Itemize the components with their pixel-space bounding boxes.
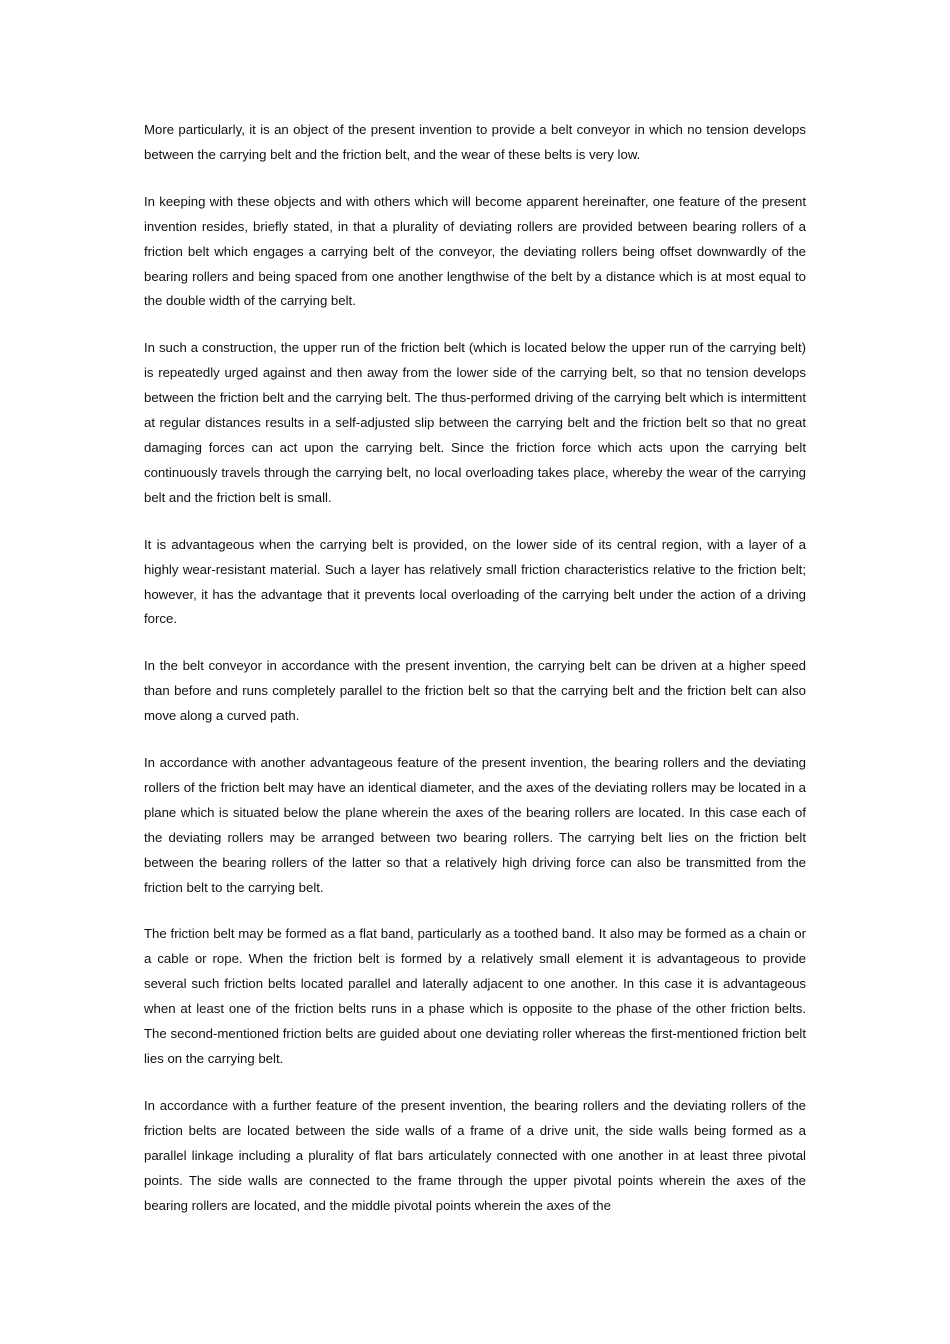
paragraph-8: In accordance with a further feature of the present invention, the bearing rollers and the deviating rollers of the friction belts are located between the side walls of a frame of a drive unit, the side walls being formed as a parallel linkage including a plurality of flat bars articulately connected with one another in at least three pivotal points. The side walls are connected to the frame through the upper pivotal points wherein the axes of the bearing rollers are located, and the middle pivotal points wherein the axes of the bbox=[144, 1097, 806, 1213]
paragraph-7: The friction belt may be formed as a flat band, particularly as a toothed band. It also may be formed as a chain or a cable or rope. When the friction belt is formed by a relatively small element it is advantageous to provide several such friction belts located parallel and laterally adjacent to one another. In this case it is advantageous when at least one of the friction belts runs in a phase which is opposite to the phase of the other friction belts. The second-mentioned friction belts are guided about one deviating roller whereas the first-mentioned friction belt lies on the carrying belt. bbox=[144, 926, 806, 1066]
paragraph-1: More particularly, it is an object of the present invention to provide a belt conveyor in which no tension develops between the carrying belt and the friction belt, and the wear of these belts is very low. bbox=[144, 122, 806, 162]
paragraph-2: In keeping with these objects and with others which will become apparent hereinafter, one feature of the present invention resides, briefly stated, in that a plurality of deviating rollers are provided between bearing rollers of a friction belt which engages a carrying belt of the conveyor, the deviating rollers being offset downwardly of the bearing rollers and being spaced from one another lengthwise of the belt by a distance which is at most equal to the double width of the carrying belt. bbox=[144, 193, 806, 309]
paragraph-3: In such a construction, the upper run of the friction belt (which is located below the upper run of the carrying belt) is repeatedly urged against and then away from the lower side of the carrying belt, so that no tension develops between the friction belt and the carrying belt. The thus-performed driving of the carrying belt which is intermittent at regular distances results in a self-adjusted slip between the carrying belt and the friction belt so that no great damaging forces can act upon the carrying belt. Since the friction force which acts upon the carrying belt continuously travels through the carrying belt, no local overloading takes place, whereby the wear of the carrying belt and the friction belt is small. bbox=[144, 340, 806, 505]
paragraph-5: In the belt conveyor in accordance with the present invention, the carrying belt can be driven at a higher speed than before and runs completely parallel to the friction belt so that the carrying belt and the friction belt can also move along a curved path. bbox=[144, 658, 806, 724]
document-page bbox=[144, 118, 806, 1240]
paragraph-4: It is advantageous when the carrying belt is provided, on the lower side of its central region, with a layer of a highly wear-resistant material. Such a layer has relatively small friction characteristics relative to the friction belt; however, it has the advantage that it prevents local overloading of the carrying belt under the action of a driving force. bbox=[144, 536, 806, 627]
paragraph-6: In accordance with another advantageous feature of the present invention, the bearing rollers and the deviating rollers of the friction belt may have an identical diameter, and the axes of the deviating rollers may be located in a plane which is situated below the plane wherein the axes of the bearing rollers are located. In this case each of the deviating rollers may be arranged between two bearing rollers. The carrying belt lies on the friction belt between the bearing rollers of the latter so that a relatively high driving force can also be transmitted from the friction belt to the carrying belt. bbox=[144, 755, 806, 895]
